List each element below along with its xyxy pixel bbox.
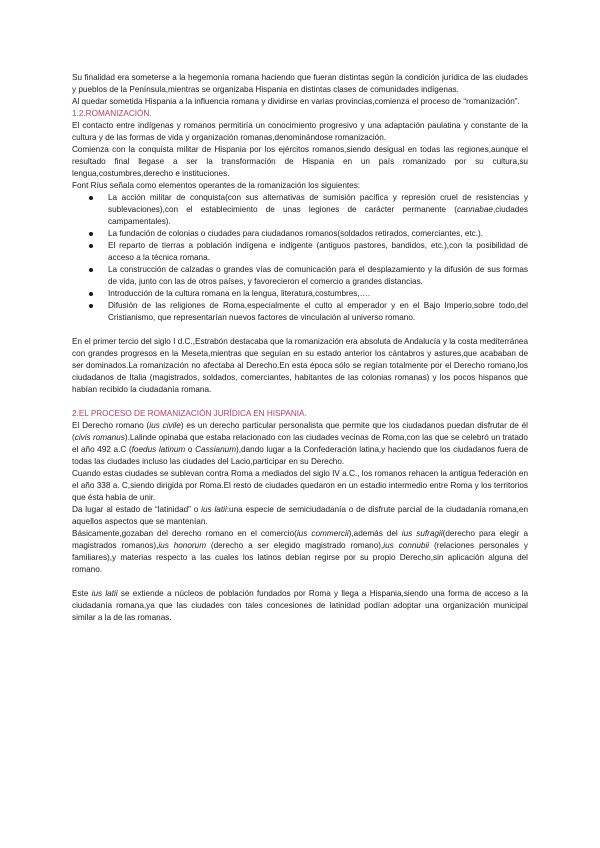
list-item: La construcción de calzadas o grandes vías de comunicación para el desplazamiento y la difusión de sus formas de vida, junto con las de otros países, y favorecieron el comercio a grandes distancias. bbox=[72, 264, 528, 288]
document-body bbox=[72, 72, 528, 624]
romanizacion-elements-list bbox=[72, 192, 528, 324]
proceso-paragraph-5: Este ius latii se extiende a núcleos de población fundados por Roma y llega a Hispania,siendo una forma de acceso a la ciudadanía romana,ya que las ciudades con tales concesiones de latinidad podían adoptar una organización municipal similar a la de las romanas. bbox=[72, 589, 528, 622]
list-item: El reparto de tierras a población indígena e indigente (antiguos pastores, bandidos, etc.),con la posibilidad de acceso a la técnica romana. bbox=[72, 240, 528, 264]
spacer bbox=[72, 324, 528, 336]
list-item: La acción militar de conquista(con sus alternativas de sumisión pacífica y represión cruel de resistencias y sublevaciones),con el establecimiento de unas legiones de carácter permanente (cannabae,ciudades campamentales). bbox=[72, 192, 528, 228]
bullet-icon bbox=[89, 232, 93, 236]
romanizacion-paragraph-3: Font Ríus señala como elementos operantes de la romanización los siguientes: bbox=[72, 181, 361, 190]
bullet-icon bbox=[89, 268, 93, 272]
proceso-paragraph-1: El Derecho romano (ius civile) es un derecho particular personalista que permite que los ciudadanos puedan disfrutar de él (civis romanus).Lalinde opinaba que estaba relacionado con las ciudades vecinas de Roma,con las que se celebró un tratado el año 492 a.C (foedus latinum o Cassianum),dando lugar a la Confederación latina,y haciendo que los ciudadanos fuera de todas las ciudades incluso las ciudades del Lacio,participar en su Derecho. bbox=[72, 421, 528, 466]
proceso-paragraph-2: Cuando estas ciudades se sublevan contra Roma a mediados del siglo IV a.C., los romanos rehacen la antigua federación en el año 338 a. C,siendo dirigida por Roma.El resto de ciudades quedaron en un estadio intermedio entre Roma y los territorios que ésta había de unir. bbox=[72, 469, 528, 502]
bullet-icon bbox=[89, 304, 93, 308]
proceso-paragraph-3: Da lugar al estado de “latinidad” o ius latii:una especie de semiciudadanía o de disfrute parcial de la ciudadanía romana,en aquellos aspectos que se mantenían. bbox=[72, 505, 529, 526]
bullet-icon bbox=[89, 244, 93, 248]
romanizacion-paragraph-1: El contacto entre indígenas y romanos permitiría un conocimiento progresivo y una adaptación paulatina y constante de la cultura y de las formas de vida y organización romanas,denominándose romanización. bbox=[72, 121, 528, 142]
spacer bbox=[72, 576, 528, 588]
list-item: Difusión de las religiones de Roma,especialmente el culto al emperador y en el Bajo Imperio,sobre todo,del Cristianismo, que representarían nuevos factores de vinculación al universo romano. bbox=[72, 300, 528, 324]
section-heading-romanizacion: 1.2.ROMANIZACIÓN. bbox=[72, 109, 152, 118]
romanizacion-paragraph-2: Comienza con la conquista militar de Hispania por los ejércitos romanos,siendo desigual en todas las regiones,aunque el resultado final llegase a ser la transformación de Hispania en un país romanizado por su cultura,su lengua,costumbres,derecho e instituciones. bbox=[72, 145, 528, 178]
intro-paragraph-1: Su finalidad era someterse a la hegemonía romana haciendo que fueran distintas según la condición jurídica de las ciudades y pueblos de la Península,mientras se organizaba Hispania en distintas clases de comunidades indígenas. bbox=[72, 73, 528, 94]
list-item: Introducción de la cultura romana en la lengua, literatura,costumbres,…. bbox=[72, 288, 528, 300]
proceso-paragraph-4: Básicamente,gozaban del derecho romano en el comercio(ius commercii),además del ius sufragii(derecho para elegir a magistrados romanos),ius honorum (derecho a ser elegido magistrado romano),ius connubii (relaciones personales y familiares),y materias respecto a las cuales los latinos debían regirse por su propio Derecho,sin aplicación alguna del romano. bbox=[72, 529, 529, 574]
spacer bbox=[72, 396, 528, 408]
list-item: La fundación de colonias o ciudades para ciudadanos romanos(soldados retirados, comerciantes, etc.). bbox=[72, 228, 528, 240]
romanizacion-paragraph-4: En el primer tercio del siglo I d.C.,Estrabón destacaba que la romanización era absoluta de Andalucía y la costa mediterránea con grandes progresos en la Meseta,mientras que seguían en su estado anterior los cántabros y astures,que acababan de ser dominados.La romanización no afectaba al Derecho.En esta época sólo se regían totalmente por el Derecho romano,los ciudadanos de Italia (magistrados, soldados, comerciantes, habitantes de las colonias romanas) y los pocos hispanos que habían recibido la ciudadanía romana. bbox=[72, 337, 528, 394]
bullet-icon bbox=[89, 292, 93, 296]
bullet-icon bbox=[89, 196, 93, 200]
intro-paragraph-2: Al quedar sometida Hispania a la influencia romana y dividirse en varias provincias,comienza el proceso de “romanización”. bbox=[72, 97, 520, 106]
section-heading-proceso: 2.EL PROCESO DE ROMANIZACIÓN JURÍDICA EN HISPANIA. bbox=[72, 409, 307, 418]
